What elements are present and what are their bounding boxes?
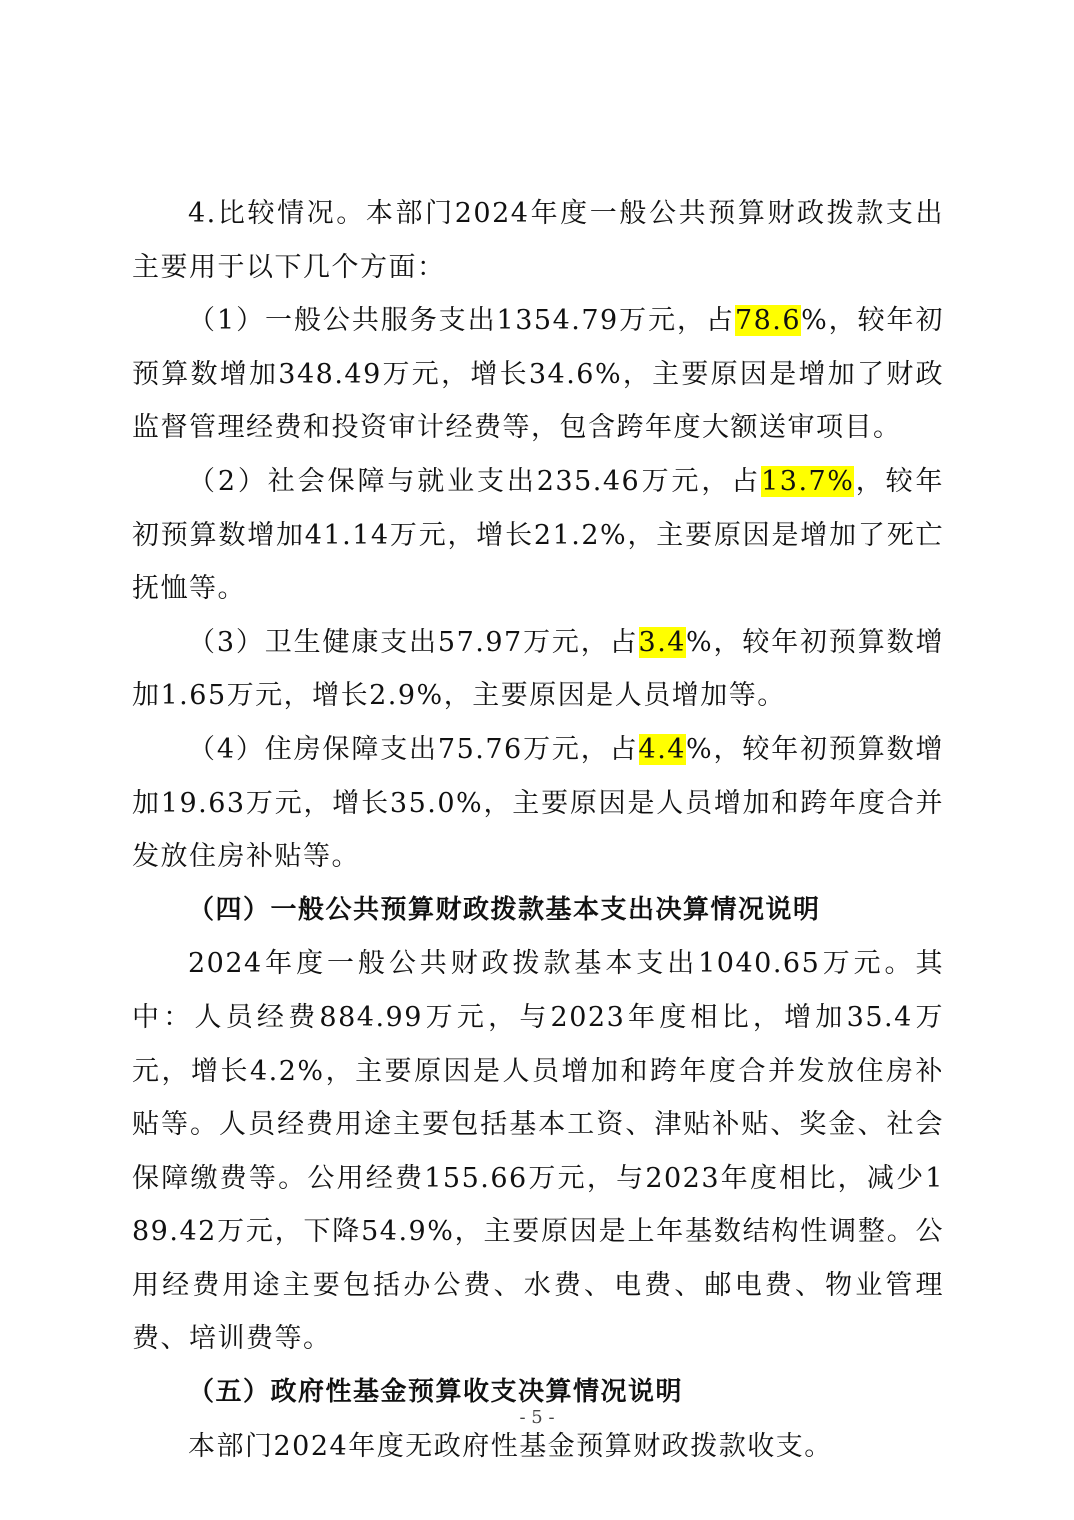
paragraph-comparison-intro bbox=[132, 187, 944, 294]
paragraph-housing bbox=[132, 723, 944, 884]
paragraph-text-after: %，较年初预算数增加19.63万元，增长35.0%，主要原因是人员增加和跨年度合并发放住房补贴等。 bbox=[132, 733, 944, 873]
paragraph-text: 4.比较情况。本部门2024年度一般公共预算财政拨款支出主要用于以下几个方面： bbox=[132, 198, 944, 283]
paragraph-text-before: （1）一般公共服务支出1354.79万元，占 bbox=[188, 305, 735, 337]
paragraph-text-after: %，较年初预算数增加348.49万元，增长34.6%，主要原因是增加了财政监督管理经费和投资审计经费等，包含跨年度大额送审项目。 bbox=[132, 305, 944, 444]
highlighted-percentage: 4.4 bbox=[638, 733, 686, 765]
paragraph-general-public-services bbox=[132, 294, 944, 455]
paragraph-text: 本部门2024年度无政府性基金预算财政拨款收支。 bbox=[188, 1430, 833, 1462]
paragraph-text-before: （4）住房保障支出75.76万元，占 bbox=[188, 733, 639, 765]
paragraph-text-after: ，较年初预算数增加41.14万元，增长21.2%，主要原因是增加了死亡抚恤等。 bbox=[132, 465, 945, 605]
highlighted-percentage: 78.6 bbox=[734, 305, 802, 337]
page-number: - 5 - bbox=[519, 1407, 555, 1428]
document-body bbox=[132, 187, 944, 1473]
paragraph-text: 2024年度一般公共财政拨款基本支出1040.65万元。其中：人员经费884.99万元，与2023年度相比，增加35.4万元，增长4.2%，主要原因是人员增加和跨年度合并发放住房补贴等。人员经费用途主要包括基本工资、津贴补贴、奖金、社会保障缴费等。公用经费155.66万元，与2023年度相比，减少189.42万元，下降54.9%，主要原因是上年基数结构性调整。公用经费用途主要包括办公费、水费、电费、邮电费、物业管理费、培训费等。 bbox=[132, 948, 944, 1355]
heading-text: （四）一般公共预算财政拨款基本支出决算情况说明 bbox=[188, 894, 821, 925]
heading-text: （五）政府性基金预算收支决算情况说明 bbox=[188, 1377, 684, 1408]
paragraph-social-security bbox=[132, 455, 944, 616]
paragraph-text-before: （2）社会保障与就业支出235.46万元，占 bbox=[188, 465, 762, 497]
highlighted-percentage: 13.7% bbox=[761, 465, 855, 497]
paragraph-health bbox=[132, 616, 944, 723]
paragraph-text-before: （3）卫生健康支出57.97万元，占 bbox=[188, 626, 639, 658]
paragraph-text-after: %，较年初预算数增加1.65万元，增长2.9%，主要原因是人员增加等。 bbox=[132, 626, 944, 712]
paragraph-basic-expenditure bbox=[132, 937, 944, 1366]
highlighted-percentage: 3.4 bbox=[638, 626, 686, 658]
section-heading-basic-expenditure bbox=[132, 884, 944, 938]
